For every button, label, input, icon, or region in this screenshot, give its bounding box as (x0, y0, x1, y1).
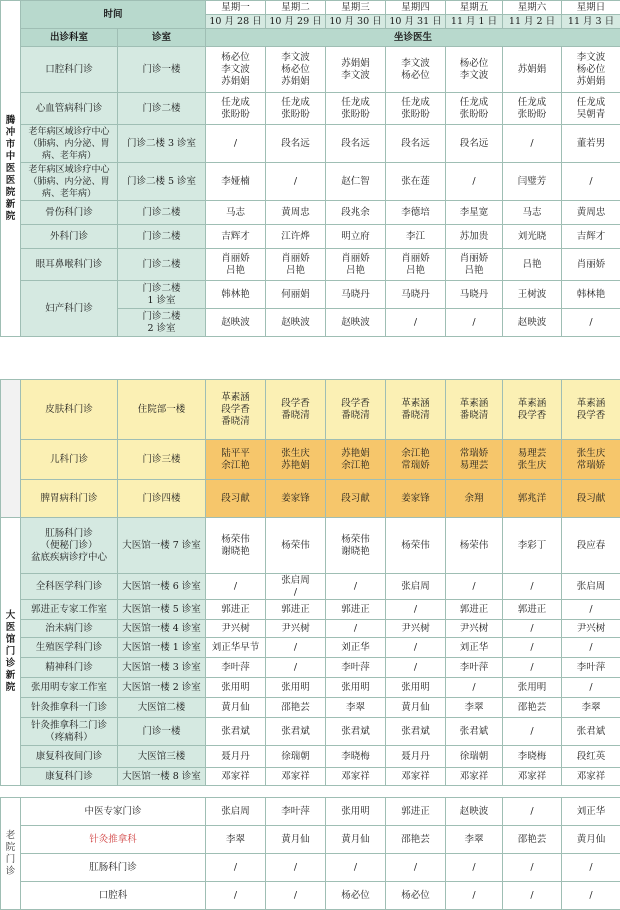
doctor-cell: 杨荣伟 (266, 518, 326, 574)
doctor-cell: / (446, 574, 503, 600)
doctor-cell: 聂月丹 (206, 746, 266, 768)
doctor-cell: 李叶萍 (266, 798, 326, 826)
doctor-cell: 李文波 杨必位 (386, 47, 446, 93)
doctor-cell: 陆平平 余江艳 (206, 440, 266, 480)
dept-cell: 精神科门诊 (21, 658, 118, 678)
dept-cell: 骨伤科门诊 (21, 201, 118, 225)
doctor-cell: 张用明 (266, 678, 326, 698)
doctor-cell: 任龙成 张盼盼 (206, 93, 266, 125)
section-label-text: 大医馆门诊新院 (5, 610, 17, 694)
room-cell: 门诊三楼 (118, 440, 206, 480)
doctor-cell: 肖丽娇 吕艳 (386, 249, 446, 281)
table-row (1, 798, 620, 826)
room-cell: 门诊一楼 (118, 718, 206, 746)
doctor-cell: 尹兴树 (446, 620, 503, 638)
doctor-cell: / (206, 854, 266, 882)
doctor-cell: 张启周 (562, 574, 620, 600)
room-cell: 门诊二楼 2 诊室 (118, 309, 206, 337)
doctor-cell: 李星宽 (446, 201, 503, 225)
doctor-cell: 李翠 (326, 698, 386, 718)
doctor-cell: 赵映波 (326, 309, 386, 337)
doctor-cell: 黄月仙 (206, 698, 266, 718)
doctor-cell: 马晓丹 (326, 281, 386, 309)
doctor-cell: 马晓丹 (386, 281, 446, 309)
doctor-cell: 段名远 (446, 125, 503, 163)
dept-cell: 郭进正专家工作室 (21, 600, 118, 620)
doctor-cell: 黄周忠 (266, 201, 326, 225)
doctor-cell: 杨荣伟 谢晓艳 (326, 518, 386, 574)
dept-cell: 眼耳鼻喉科门诊 (21, 249, 118, 281)
room-cell: 大医馆一楼 7 诊室 (118, 518, 206, 574)
doctor-cell: 常瑞娇 易理芸 (446, 440, 503, 480)
table-row (1, 678, 620, 698)
table-row (1, 201, 620, 225)
doctor-cell: / (503, 620, 562, 638)
doctor-cell: 张启周 / (266, 574, 326, 600)
doctor-cell: / (326, 620, 386, 638)
doctor-cell: 邵艳芸 (386, 826, 446, 854)
doctor-cell: 段名远 (386, 125, 446, 163)
doctor-cell: 杨必位 李文波 (446, 47, 503, 93)
room-cell: 大医馆一楼 6 诊室 (118, 574, 206, 600)
doctor-cell: / (446, 882, 503, 910)
doctor-cell: 肖丽娇 (562, 249, 620, 281)
doctor-cell: 肖丽娇 吕艳 (206, 249, 266, 281)
schedule-table-tcm-hall (0, 517, 620, 786)
doctor-cell: / (503, 718, 562, 746)
dept-cell: 全科医学科门诊 (21, 574, 118, 600)
doctor-cell: 尹兴树 (266, 620, 326, 638)
date-header: 11 月 2 日 (503, 15, 562, 29)
doctor-cell: 段学香 番晓清 (266, 380, 326, 440)
doctor-cell: / (446, 678, 503, 698)
doctor-cell: 任龙成 吴朝青 (562, 93, 620, 125)
section-label-tcm-hall (1, 518, 21, 786)
dept-cell: 心血管病科门诊 (21, 93, 118, 125)
doctor-cell: 李江 (386, 225, 446, 249)
doctor-cell: / (446, 163, 503, 201)
room-cell: 门诊四楼 (118, 480, 206, 518)
room-cell: 大医馆一楼 1 诊室 (118, 638, 206, 658)
doctor-cell: 革素涵 番晓清 (446, 380, 503, 440)
doctor-cell: 张在莲 (386, 163, 446, 201)
table-row (1, 698, 620, 718)
doctor-cell: / (503, 798, 562, 826)
doctor-cell: 郭进正 (386, 798, 446, 826)
date-header: 10 月 30 日 (326, 15, 386, 29)
room-cell: 大医馆二楼 (118, 698, 206, 718)
room-cell: 大医馆三楼 (118, 746, 206, 768)
section-label-new-campus (1, 1, 21, 337)
table-row (1, 380, 620, 440)
doctor-cell: 刘正华早节 (206, 638, 266, 658)
doctor-cell: 邓家祥 (386, 768, 446, 786)
doctor-cell: / (206, 125, 266, 163)
doctor-cell: 邵艳芸 (266, 698, 326, 718)
doctor-cell: / (266, 854, 326, 882)
doctor-cell: 李翠 (446, 826, 503, 854)
doctor-cell: 李文波 杨必位 苏娟娟 (266, 47, 326, 93)
doctor-cell: 邓家祥 (562, 768, 620, 786)
doctor-cell: 肖丽娇 吕艳 (266, 249, 326, 281)
table-row (1, 225, 620, 249)
doctor-cell: 段名远 (266, 125, 326, 163)
table-row (1, 658, 620, 678)
doctor-cell: 刘正华 (562, 798, 620, 826)
doctor-cell: / (503, 574, 562, 600)
doctor-cell: 段学香 番晓清 (326, 380, 386, 440)
table-row (1, 574, 620, 600)
doctor-cell: 邵艳芸 (503, 698, 562, 718)
table-row (1, 718, 620, 746)
schedule-table-special-clinics (0, 379, 620, 518)
doctor-cell: 杨必位 (326, 882, 386, 910)
table-row (1, 281, 620, 309)
section-label-text: 老院门诊 (5, 830, 17, 878)
doctor-cell: 张生庆 苏艳娟 (266, 440, 326, 480)
doctor-cell: 张君斌 (266, 718, 326, 746)
table-row (1, 93, 620, 125)
room-cell: 门诊二楼 3 诊室 (118, 125, 206, 163)
doctor-cell: 段应春 (562, 518, 620, 574)
doctor-cell: 赵映波 (266, 309, 326, 337)
doctor-cell: 徐瑞朝 (266, 746, 326, 768)
doctor-cell: 尹兴树 (206, 620, 266, 638)
doctor-cell: / (326, 854, 386, 882)
room-cell: 门诊二楼 (118, 225, 206, 249)
doctor-cell: 李叶萍 (206, 658, 266, 678)
dept-cell: 外科门诊 (21, 225, 118, 249)
room-cell: 门诊二楼 1 诊室 (118, 281, 206, 309)
doctor-cell: 杨必位 (386, 882, 446, 910)
doctor-cell: 苏加贵 (446, 225, 503, 249)
date-header: 10 月 29 日 (266, 15, 326, 29)
doctor-cell: 杨荣伟 (446, 518, 503, 574)
dept-cell: 肛肠科门诊 （便秘门诊） 盆底疾病诊疗中心 (21, 518, 118, 574)
doctor-cell: 刘正华 (446, 638, 503, 658)
doctor-cell: 徐瑞朝 (446, 746, 503, 768)
doctor-cell: 张用明 (206, 678, 266, 698)
doctor-cell: / (326, 574, 386, 600)
doctor-cell: / (386, 309, 446, 337)
dept-cell: 儿科门诊 (21, 440, 118, 480)
doctor-cell: 肖丽娇 吕艳 (446, 249, 503, 281)
table-row (1, 638, 620, 658)
doctor-cell: 张君斌 (562, 718, 620, 746)
doctor-cell: 邓家祥 (446, 768, 503, 786)
doctor-cell: 马志 (503, 201, 562, 225)
doctor-cell: 吉辉才 (206, 225, 266, 249)
dept-column-header: 出诊科室 (21, 29, 118, 47)
doctor-cell: 段习献 (206, 480, 266, 518)
doctor-cell: / (386, 638, 446, 658)
doctor-cell: 黄月仙 (266, 826, 326, 854)
doctor-cell: 李文波 杨必位 苏娟娟 (562, 47, 620, 93)
doctor-cell: 张用明 (326, 678, 386, 698)
doctor-cell: 姜家锋 (386, 480, 446, 518)
table-row (1, 882, 620, 910)
doctor-cell: / (562, 854, 620, 882)
doctor-cell: 张启周 (386, 574, 446, 600)
doctor-cell: 杨必位 李文波 苏娟娟 (206, 47, 266, 93)
doctor-column-header: 坐诊医生 (206, 29, 620, 47)
doctor-cell: / (503, 125, 562, 163)
doctor-cell: 李翠 (562, 698, 620, 718)
table-row (1, 440, 620, 480)
doctor-cell: / (562, 600, 620, 620)
dept-cell: 康复科夜间门诊 (21, 746, 118, 768)
dept-cell: 治未病门诊 (21, 620, 118, 638)
table-row (1, 826, 620, 854)
doctor-cell: 黄月仙 (562, 826, 620, 854)
room-cell: 大医馆一楼 8 诊室 (118, 768, 206, 786)
doctor-cell: 尹兴树 (386, 620, 446, 638)
doctor-cell: 邓家祥 (206, 768, 266, 786)
doctor-cell: 郭进正 (206, 600, 266, 620)
section-spacer (1, 380, 21, 518)
doctor-cell: 江许烨 (266, 225, 326, 249)
doctor-cell: / (206, 882, 266, 910)
dept-cell: 脾胃病科门诊 (21, 480, 118, 518)
doctor-cell: 李晓梅 (326, 746, 386, 768)
doctor-cell: 郭进正 (503, 600, 562, 620)
doctor-cell: / (562, 638, 620, 658)
doctor-cell: 段兆余 (326, 201, 386, 225)
weekday-header: 星期二 (266, 1, 326, 15)
table-row (1, 854, 620, 882)
weekday-header: 星期一 (206, 1, 266, 15)
doctor-cell: 姜家锋 (266, 480, 326, 518)
doctor-cell: 革素涵 段学香 (562, 380, 620, 440)
doctor-cell: 郭兆洋 (503, 480, 562, 518)
doctor-cell: 刘光晓 (503, 225, 562, 249)
doctor-cell: 张君斌 (446, 718, 503, 746)
doctor-cell: 张生庆 常瑞娇 (562, 440, 620, 480)
doctor-cell: 李德培 (386, 201, 446, 225)
dept-cell: 老年病区域诊疗中心 （肺病、内分泌、胃病、老年病） (21, 163, 118, 201)
doctor-cell: / (266, 658, 326, 678)
doctor-cell: 黄月仙 (386, 698, 446, 718)
doctor-cell: 张用明 (326, 798, 386, 826)
doctor-cell: 任龙成 张盼盼 (446, 93, 503, 125)
doctor-cell: / (266, 163, 326, 201)
section-label-text: 腾冲市中医医院新院 (5, 115, 17, 223)
doctor-cell: 革素涵 段学香 (503, 380, 562, 440)
doctor-cell: 段名远 (326, 125, 386, 163)
room-cell: 门诊二楼 (118, 93, 206, 125)
table-row (1, 620, 620, 638)
doctor-cell: 张用明 (386, 678, 446, 698)
doctor-cell: 明立府 (326, 225, 386, 249)
doctor-cell: 邓家祥 (326, 768, 386, 786)
doctor-cell: 李叶萍 (326, 658, 386, 678)
doctor-cell: 吕艳 (503, 249, 562, 281)
room-cell: 门诊二楼 5 诊室 (118, 163, 206, 201)
doctor-cell: 苏艳娟 余江艳 (326, 440, 386, 480)
weekday-header: 星期六 (503, 1, 562, 15)
schedule-table-old-campus (0, 797, 620, 910)
room-column-header: 诊室 (118, 29, 206, 47)
doctor-cell: 革素涵 段学香 番晓清 (206, 380, 266, 440)
weekday-header: 星期三 (326, 1, 386, 15)
table-row (1, 768, 620, 786)
doctor-cell: 李叶萍 (562, 658, 620, 678)
weekday-header: 星期日 (562, 1, 620, 15)
schedule-table-new-campus (0, 0, 620, 337)
doctor-cell: / (503, 658, 562, 678)
doctor-cell: 李娅楠 (206, 163, 266, 201)
doctor-cell: 赵仁智 (326, 163, 386, 201)
doctor-cell: 刘正华 (326, 638, 386, 658)
doctor-cell: 韩林艳 (206, 281, 266, 309)
doctor-cell: / (503, 638, 562, 658)
doctor-cell: 赵映波 (206, 309, 266, 337)
room-cell: 住院部一楼 (118, 380, 206, 440)
doctor-cell: 邓家祥 (503, 768, 562, 786)
doctor-cell: 杨荣伟 谢晓艳 (206, 518, 266, 574)
doctor-cell: 段习献 (562, 480, 620, 518)
dept-cell: 口腔科 (21, 882, 206, 910)
doctor-cell: 张君斌 (326, 718, 386, 746)
doctor-cell: 易理芸 张生庆 (503, 440, 562, 480)
doctor-cell: / (503, 854, 562, 882)
doctor-cell: 赵映波 (446, 798, 503, 826)
doctor-cell: 董若男 (562, 125, 620, 163)
dept-cell: 生殖医学科门诊 (21, 638, 118, 658)
doctor-cell: 何丽娟 (266, 281, 326, 309)
dept-cell: 中医专家门诊 (21, 798, 206, 826)
doctor-cell: 尹兴树 (562, 620, 620, 638)
table-row (1, 125, 620, 163)
doctor-cell: 余翔 (446, 480, 503, 518)
room-cell: 大医馆一楼 4 诊室 (118, 620, 206, 638)
doctor-cell: 苏娟娟 李文波 (326, 47, 386, 93)
doctor-cell: / (446, 854, 503, 882)
room-cell: 大医馆一楼 2 诊室 (118, 678, 206, 698)
dept-cell: 妇产科门诊 (21, 281, 118, 337)
doctor-cell: 李晓梅 (503, 746, 562, 768)
dept-cell: 针灸推拿科 (21, 826, 206, 854)
doctor-cell: 邵艳芸 (503, 826, 562, 854)
room-cell: 门诊二楼 (118, 201, 206, 225)
doctor-cell: 闫璧芳 (503, 163, 562, 201)
table-row (1, 163, 620, 201)
doctor-cell: 余江艳 常瑞娇 (386, 440, 446, 480)
table-row (1, 47, 620, 93)
doctor-cell: 黄周忠 (562, 201, 620, 225)
weekday-header: 星期五 (446, 1, 503, 15)
room-cell: 大医馆一楼 3 诊室 (118, 658, 206, 678)
doctor-cell: 李翠 (446, 698, 503, 718)
doctor-cell: 任龙成 张盼盼 (266, 93, 326, 125)
doctor-cell: / (562, 163, 620, 201)
table-row (1, 518, 620, 574)
date-header: 10 月 28 日 (206, 15, 266, 29)
room-cell: 大医馆一楼 5 诊室 (118, 600, 206, 620)
doctor-cell: / (266, 638, 326, 658)
doctor-cell: 黄月仙 (326, 826, 386, 854)
doctor-cell: 肖丽娇 吕艳 (326, 249, 386, 281)
doctor-cell: 张君斌 (206, 718, 266, 746)
doctor-cell: 杨荣伟 (386, 518, 446, 574)
doctor-cell: 李翠 (206, 826, 266, 854)
doctor-cell: 张用明 (503, 678, 562, 698)
doctor-cell: 郭进正 (326, 600, 386, 620)
dept-cell: 张用明专家工作室 (21, 678, 118, 698)
doctor-cell: 段红英 (562, 746, 620, 768)
doctor-cell: 邓家祥 (266, 768, 326, 786)
table-row (1, 746, 620, 768)
doctor-cell: 赵映波 (503, 309, 562, 337)
dept-cell: 口腔科门诊 (21, 47, 118, 93)
date-header: 11 月 1 日 (446, 15, 503, 29)
doctor-cell: 郭进正 (266, 600, 326, 620)
doctor-cell: 马晓丹 (446, 281, 503, 309)
doctor-cell: 任龙成 张盼盼 (386, 93, 446, 125)
doctor-cell: 任龙成 张盼盼 (326, 93, 386, 125)
doctor-cell: 段习献 (326, 480, 386, 518)
dept-cell: 皮肤科门诊 (21, 380, 118, 440)
doctor-cell: / (206, 574, 266, 600)
doctor-cell: 马志 (206, 201, 266, 225)
doctor-cell: 张启周 (206, 798, 266, 826)
doctor-cell: 苏娟娟 (503, 47, 562, 93)
room-cell: 门诊二楼 (118, 249, 206, 281)
doctor-cell: 任龙成 张盼盼 (503, 93, 562, 125)
doctor-cell: / (562, 309, 620, 337)
doctor-cell: / (386, 658, 446, 678)
doctor-cell: 王树波 (503, 281, 562, 309)
dept-cell: 老年病区域诊疗中心 （肺病、内分泌、胃病、老年病） (21, 125, 118, 163)
doctor-cell: 聂月丹 (386, 746, 446, 768)
doctor-cell: 张君斌 (386, 718, 446, 746)
doctor-cell: 李彩丁 (503, 518, 562, 574)
doctor-cell: 革素涵 番晓清 (386, 380, 446, 440)
doctor-cell: / (386, 854, 446, 882)
dept-cell: 肛肠科门诊 (21, 854, 206, 882)
time-header: 时间 (21, 1, 206, 29)
doctor-cell: 吉辉才 (562, 225, 620, 249)
table-row (1, 249, 620, 281)
dept-cell: 针灸推拿科二门诊 （疼痛科） (21, 718, 118, 746)
dept-cell: 康复科门诊 (21, 768, 118, 786)
doctor-cell: / (562, 882, 620, 910)
doctor-cell: / (266, 882, 326, 910)
doctor-cell: 郭进正 (446, 600, 503, 620)
doctor-cell: / (562, 678, 620, 698)
doctor-cell: / (503, 882, 562, 910)
room-cell: 门诊一楼 (118, 47, 206, 93)
doctor-cell: 李叶萍 (446, 658, 503, 678)
doctor-cell: 韩林艳 (562, 281, 620, 309)
doctor-cell: / (386, 600, 446, 620)
section-label-old-campus (1, 798, 21, 910)
table-row (1, 480, 620, 518)
date-header: 11 月 3 日 (562, 15, 620, 29)
table-row (1, 600, 620, 620)
dept-cell: 针灸推拿科一门诊 (21, 698, 118, 718)
weekday-header: 星期四 (386, 1, 446, 15)
doctor-cell: / (446, 309, 503, 337)
date-header: 10 月 31 日 (386, 15, 446, 29)
